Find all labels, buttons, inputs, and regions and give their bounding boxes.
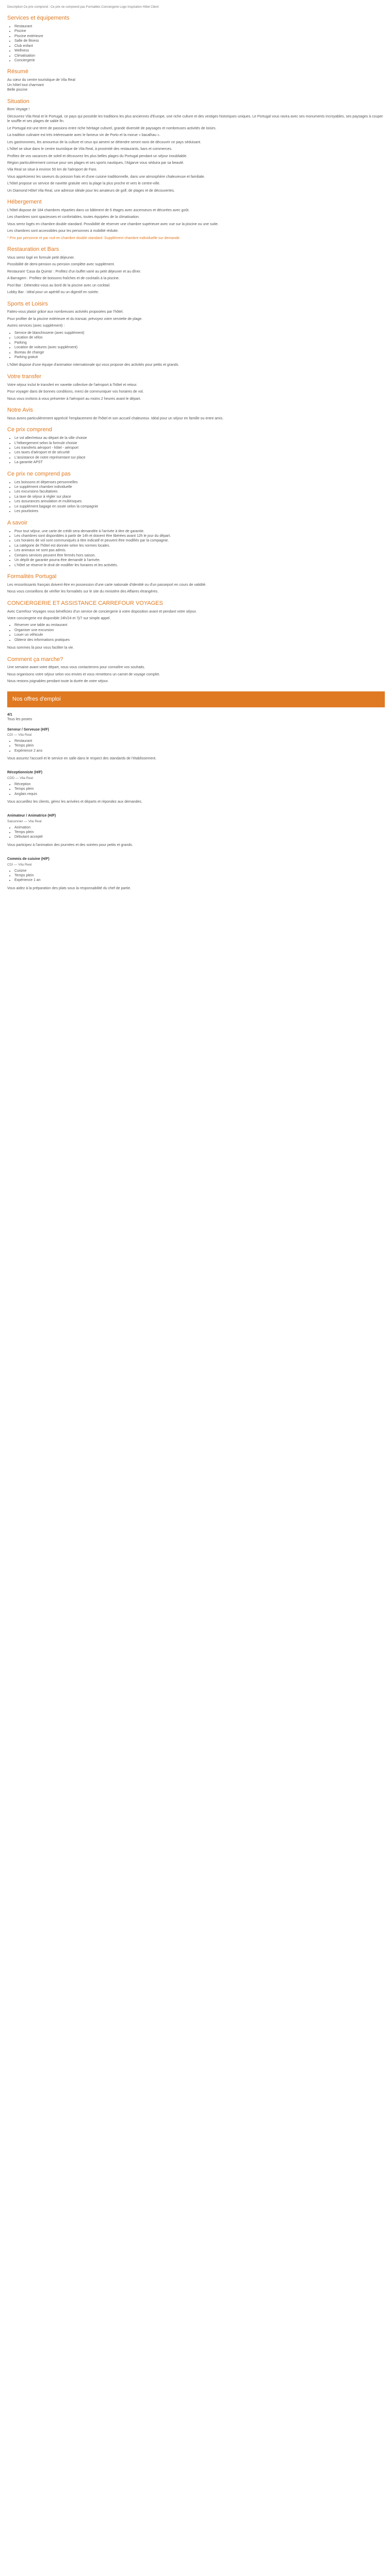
conciergerie-p1: Avec Carrefour Voyages vous bénéficiez d'un service de conciergerie à votre disposition avant et pendant votre séjour. xyxy=(7,609,197,614)
job-meta-item: • Animation xyxy=(14,825,385,830)
situation-p2: Découvrez Vila Real et le Portugal, ce pays qui possède les traditions les plus anciennes d'Europe, une riche culture et des vestiges historiques uniques. Le Portugal vous ravira avec ses monuments incroyables, ses paysages à couper le souffle et ses plages de sable fin. xyxy=(7,114,383,124)
comment-p2: Nous organisons votre séjour selon vos envies et vous remettons un carnet de voyage complet. xyxy=(7,672,160,676)
restauration-p5: Pool Bar : Détendez-vous au bord de la piscine avec un cocktail. xyxy=(7,283,111,287)
service-item: • Club enfant xyxy=(14,44,385,48)
services-title: Services et équipements xyxy=(7,15,70,22)
service-item: • Conciergerie xyxy=(14,58,385,63)
jobs-list xyxy=(7,727,385,891)
ce-prix-list xyxy=(7,436,385,465)
jobs-title-bar: Nos offres d'emploi xyxy=(7,691,385,707)
service-item: • Climatisation xyxy=(14,54,385,58)
service-item: • Piscine extérieure xyxy=(14,34,385,39)
breadcrumb: Description Ce prix comprend : Ce prix ne comprend pas Formalités Conciergerie Logo Inspiration Hôtel Client xyxy=(7,6,159,9)
jobs-intro xyxy=(7,713,385,722)
service-item: • Restaurant xyxy=(14,24,385,29)
formalites-p2: Nous vous conseillons de vérifier les formalités sur le site du ministère des Affaires étrangères. xyxy=(7,590,159,594)
sports-list xyxy=(7,331,385,360)
conciergerie-item: • Réserver une table au restaurant xyxy=(14,623,385,628)
sports-p4: L'hôtel dispose d'une équipe d'animation internationale qui vous propose des activités pour petits et grands. xyxy=(7,363,180,367)
notre-avis-p1: Nous avons particulièrement apprécié l'emplacement de l'hôtel et son accueil chaleureux. Idéal pour un séjour en famille ou entre amis. xyxy=(7,416,224,420)
notre-avis-title: Notre Avis xyxy=(7,407,33,413)
situation-p11: L'hôtel propose un service de navette gratuite vers la plage la plus proche et vers le centre-ville. xyxy=(7,182,160,186)
ce-prix-pas-item: • Le supplément chambre individuelle xyxy=(14,485,385,489)
a-savoir-item: • Un dépôt de garantie pourra être demandé à l'arrivée. xyxy=(14,558,385,563)
job-item[interactable] xyxy=(7,727,385,761)
situation-p8: Région particulièrement connue pour ses plages et ses sports nautiques, l'Algarve vous séduira par sa beauté. xyxy=(7,161,184,165)
ce-prix-pas-item: • Les pourboires xyxy=(14,509,385,514)
ce-prix-pas-item: • Le supplément bagage en soute selon la compagnie xyxy=(14,504,385,509)
comment-p3: Nous restons joignables pendant toute la durée de votre séjour. xyxy=(7,680,109,684)
resume-lines xyxy=(7,78,385,92)
transfer-title: Votre transfer xyxy=(7,373,42,380)
resume-line: Un hôtel tout charmant xyxy=(7,83,44,87)
restauration-p2: Possibilité de demi-pension ou pension complète avec supplément. xyxy=(7,263,115,267)
resume-title: Résumé xyxy=(7,69,28,75)
services-list xyxy=(7,24,385,63)
ce-prix-item: • Les taxes d'aéroport et de sécurité xyxy=(14,450,385,455)
job-title[interactable]: Animateur / Animatrice (H/F) xyxy=(7,814,56,818)
resume-line: Belle piscine xyxy=(7,88,28,92)
job-meta-item: • Temps plein xyxy=(14,787,385,791)
ce-prix-pas-item: • Les boissons et dépenses personnelles xyxy=(14,480,385,485)
ce-prix-item: • L'assistance de notre représentant sur place xyxy=(14,455,385,460)
job-contract: CDI — Vila Real xyxy=(7,733,32,737)
conciergerie-title: CONCIERGERIE ET ASSISTANCE CARREFOUR VOYAGES xyxy=(7,600,163,606)
restauration-title: Restauration et Bars xyxy=(7,246,59,253)
hebergement-p1: L'hôtel dispose de 184 chambres réparties dans un bâtiment de 6 étages avec ascenseurs et décorées avec goût. xyxy=(7,208,190,212)
a-savoir-item: • Les animaux ne sont pas admis. xyxy=(14,548,385,553)
conciergerie-p3: Nous sommes là pour vous faciliter la vie. xyxy=(7,646,74,650)
a-savoir-item: • La catégorie de l'hôtel est donnée selon les normes locales. xyxy=(14,544,385,548)
situation-title: Situation xyxy=(7,98,29,105)
job-meta-item: • Temps plein xyxy=(14,743,385,748)
ce-prix-item: • Le vol aller/retour au départ de la ville choisie xyxy=(14,436,385,440)
job-title[interactable]: Commis de cuisine (H/F) xyxy=(7,857,50,861)
situation-p1: Bom Voyage ! xyxy=(7,108,30,112)
page xyxy=(0,0,391,905)
transfer-p3: Nous vous invitons à vous présenter à l'aéroport au moins 2 heures avant le départ. xyxy=(7,397,141,401)
sports-item: • Location de voitures (avec supplément) xyxy=(14,345,385,350)
job-description: Vous participez à l'animation des journées et des soirées pour petits et grands. xyxy=(7,843,133,847)
job-meta-list xyxy=(7,782,385,796)
restauration-p4: A Barragem : Profitez de boissons fraîches et de cocktails à la piscine. xyxy=(7,277,120,281)
jobs-count: 4/1 xyxy=(7,713,12,717)
a-savoir-item: • L'hôtel se réserve le droit de modifier les horaires et les activités. xyxy=(14,563,385,568)
a-savoir-title: A savoir xyxy=(7,519,28,526)
sports-item: • Parking gratuit xyxy=(14,355,385,360)
situation-p5: Les gastronomes, les amoureux de la culture et ceux qui aiment se détendre seront ravis de découvrir ce pays séduisant. xyxy=(7,140,201,144)
conciergerie-list xyxy=(7,623,385,642)
job-meta-list xyxy=(7,825,385,840)
job-title[interactable]: Réceptionniste (H/F) xyxy=(7,771,43,775)
job-meta-list xyxy=(7,739,385,753)
job-meta-list xyxy=(7,869,385,883)
conciergerie-item: • Obtenir des informations pratiques xyxy=(14,638,385,642)
hebergement-title: Hébergement xyxy=(7,199,42,206)
a-savoir-list xyxy=(7,529,385,568)
ce-prix-pas-item: • Les assurances annulation et multirisques xyxy=(14,499,385,504)
hebergement-p3: Vous serez logés en chambre double standard. Possibilité de réserver une chambre supérieure avec vue sur la piscine ou une suite. xyxy=(7,222,219,226)
job-contract: Saisonnier — Vila Real xyxy=(7,819,42,823)
restauration-p1: Vous serez logé en formule petit déjeuner. xyxy=(7,256,75,260)
situation-p9: Vila Real se situe à environ 50 km de l'aéroport de Faro. xyxy=(7,168,97,172)
job-meta-item: • Expérience 1 an xyxy=(14,878,385,883)
jobs-intro-label: Tous les postes xyxy=(7,718,32,722)
a-savoir-item: • Les horaires de vol sont communiqués à titre indicatif et peuvent être modifiés par la compagnie. xyxy=(14,538,385,543)
sports-p1: Faites-vous plaisir grâce aux nombreuses activités proposées par l'hôtel. xyxy=(7,310,124,314)
transfer-p1: Votre séjour inclut le transfert en navette collective de l'aéroport à l'hôtel et retour. xyxy=(7,383,138,387)
sports-item: • Location de vélos xyxy=(14,335,385,340)
ce-prix-item: • L'hébergement selon la formule choisie xyxy=(14,441,385,446)
sports-title: Sports et Loisirs xyxy=(7,300,48,307)
job-meta-item: • Cuisine xyxy=(14,869,385,873)
ce-prix-item: • Les transferts aéroport - hôtel - aéroport xyxy=(14,446,385,450)
job-item[interactable] xyxy=(7,814,385,848)
job-contract: CDI — Vila Real xyxy=(7,862,32,867)
hebergement-p2: Les chambres sont spacieuses et confortables, toutes équipées de la climatisation. xyxy=(7,215,140,219)
job-item[interactable] xyxy=(7,857,385,891)
job-description: Vous accueillez les clients, gérez les arrivées et départs et répondez aux demandes. xyxy=(7,800,142,804)
job-contract: CDD — Vila Real xyxy=(7,776,34,780)
situation-p6: L'hôtel se situe dans le centre touristique de Vila Real, à proximité des restaurants, bars et commerces. xyxy=(7,147,172,151)
situation-p7: Profitez de vos vacances de soleil et découvrez les plus belles plages du Portugal pendant un séjour inoubliable. xyxy=(7,154,188,158)
restauration-p3: Restaurant 'Casa da Quinta' : Profitez d'un buffet varié au petit déjeuner et au dîner. xyxy=(7,269,141,274)
conciergerie-item: • Louer un véhicule xyxy=(14,633,385,637)
formalites-p1: Les ressortissants français doivent être en possession d'une carte nationale d'identité ou d'un passeport en cours de validité. xyxy=(7,583,207,587)
situation-p3: Le Portugal est une terre de passions entre riche héritage culturel, grande diversité de paysages et nombreuses activités de loisirs. xyxy=(7,126,217,130)
sports-p3: Autres services (avec supplément) : xyxy=(7,324,65,328)
formalites-title: Formalités Portugal xyxy=(7,573,57,580)
sports-p2: Pour profiter de la piscine extérieure et du transat, prévoyez votre serviette de plage. xyxy=(7,317,143,321)
ce-prix-title: Ce prix comprend xyxy=(7,427,52,433)
hebergement-p5: * Prix par personne et par nuit en chambre double standard. Supplément chambre individuelle sur demande. xyxy=(7,236,181,240)
job-meta-item: • Débutant accepté xyxy=(14,835,385,839)
job-item[interactable] xyxy=(7,770,385,804)
job-meta-item: • Expérience 2 ans xyxy=(14,749,385,753)
sports-item: • Service de blanchisserie (avec supplément) xyxy=(14,331,385,335)
situation-p4: La tradition culinaire est très intéressante avec le fameux vin de Porto et la morue « bacalhau ». xyxy=(7,133,160,138)
sports-item: • Bureau de change xyxy=(14,350,385,355)
job-meta-item: • Restaurant xyxy=(14,739,385,743)
job-meta-item: • Réception xyxy=(14,782,385,787)
ce-prix-pas-title: Ce prix ne comprend pas xyxy=(7,470,71,477)
service-item: • Piscine xyxy=(14,29,385,33)
restauration-p6: Lobby Bar : Idéal pour un apéritif ou un digestif en soirée. xyxy=(7,291,99,295)
transfer-p2: Pour voyager dans de bonnes conditions, merci de communiquer vos horaires de vol. xyxy=(7,390,144,394)
conciergerie-item: • Organiser une excursion xyxy=(14,628,385,633)
ce-prix-item: • La garantie APST xyxy=(14,460,385,465)
job-description: Vous assurez l'accueil et le service en salle dans le respect des standards de l'établissement. xyxy=(7,757,157,761)
job-description: Vous aidez à la préparation des plats sous la responsabilité du chef de partie. xyxy=(7,886,132,890)
ce-prix-pas-item: • La taxe de séjour à régler sur place xyxy=(14,495,385,499)
job-meta-item: • Anglais requis xyxy=(14,792,385,796)
situation-p10: Vous apprécierez les saveurs du poisson frais et d'une cuisine traditionnelle, dans une atmosphère chaleureuse et familiale. xyxy=(7,175,205,179)
service-item: • Wellness xyxy=(14,48,385,53)
ce-prix-pas-item: • Les excursions facultatives xyxy=(14,489,385,494)
comment-p1: Une semaine avant votre départ, nous vous contacterons pour connaître vos souhaits. xyxy=(7,666,145,670)
a-savoir-item: • Certains services peuvent être fermés hors saison. xyxy=(14,553,385,558)
comment-title: Comment ça marche? xyxy=(7,656,63,663)
sports-item: • Parking xyxy=(14,341,385,345)
job-title[interactable]: Serveur / Serveuse (H/F) xyxy=(7,727,49,732)
resume-line: Au cœur du centre touristique de Vila Real xyxy=(7,78,75,82)
a-savoir-item: • Pour tout séjour, une carte de crédit sera demandée à l'arrivée à titre de garantie. xyxy=(14,529,385,534)
ce-prix-pas-list xyxy=(7,480,385,514)
service-item: • Salle de fitness xyxy=(14,39,385,43)
job-meta-item: • Temps plein xyxy=(14,830,385,835)
job-meta-item: • Temps plein xyxy=(14,873,385,878)
a-savoir-item: • Les chambres sont disponibles à partir de 14h et doivent être libérées avant 12h le jour du départ. xyxy=(14,534,385,538)
situation-p12: Un Diamond Hôtel Vila Real, une adresse idéale pour les amateurs de golf, de plages et de découvertes. xyxy=(7,189,175,193)
conciergerie-p2: Votre conciergerie est disponible 24h/24 et 7j/7 sur simple appel. xyxy=(7,617,111,620)
hebergement-p4: Les chambres sont accessibles pour les personnes à mobilité réduite. xyxy=(7,229,119,233)
